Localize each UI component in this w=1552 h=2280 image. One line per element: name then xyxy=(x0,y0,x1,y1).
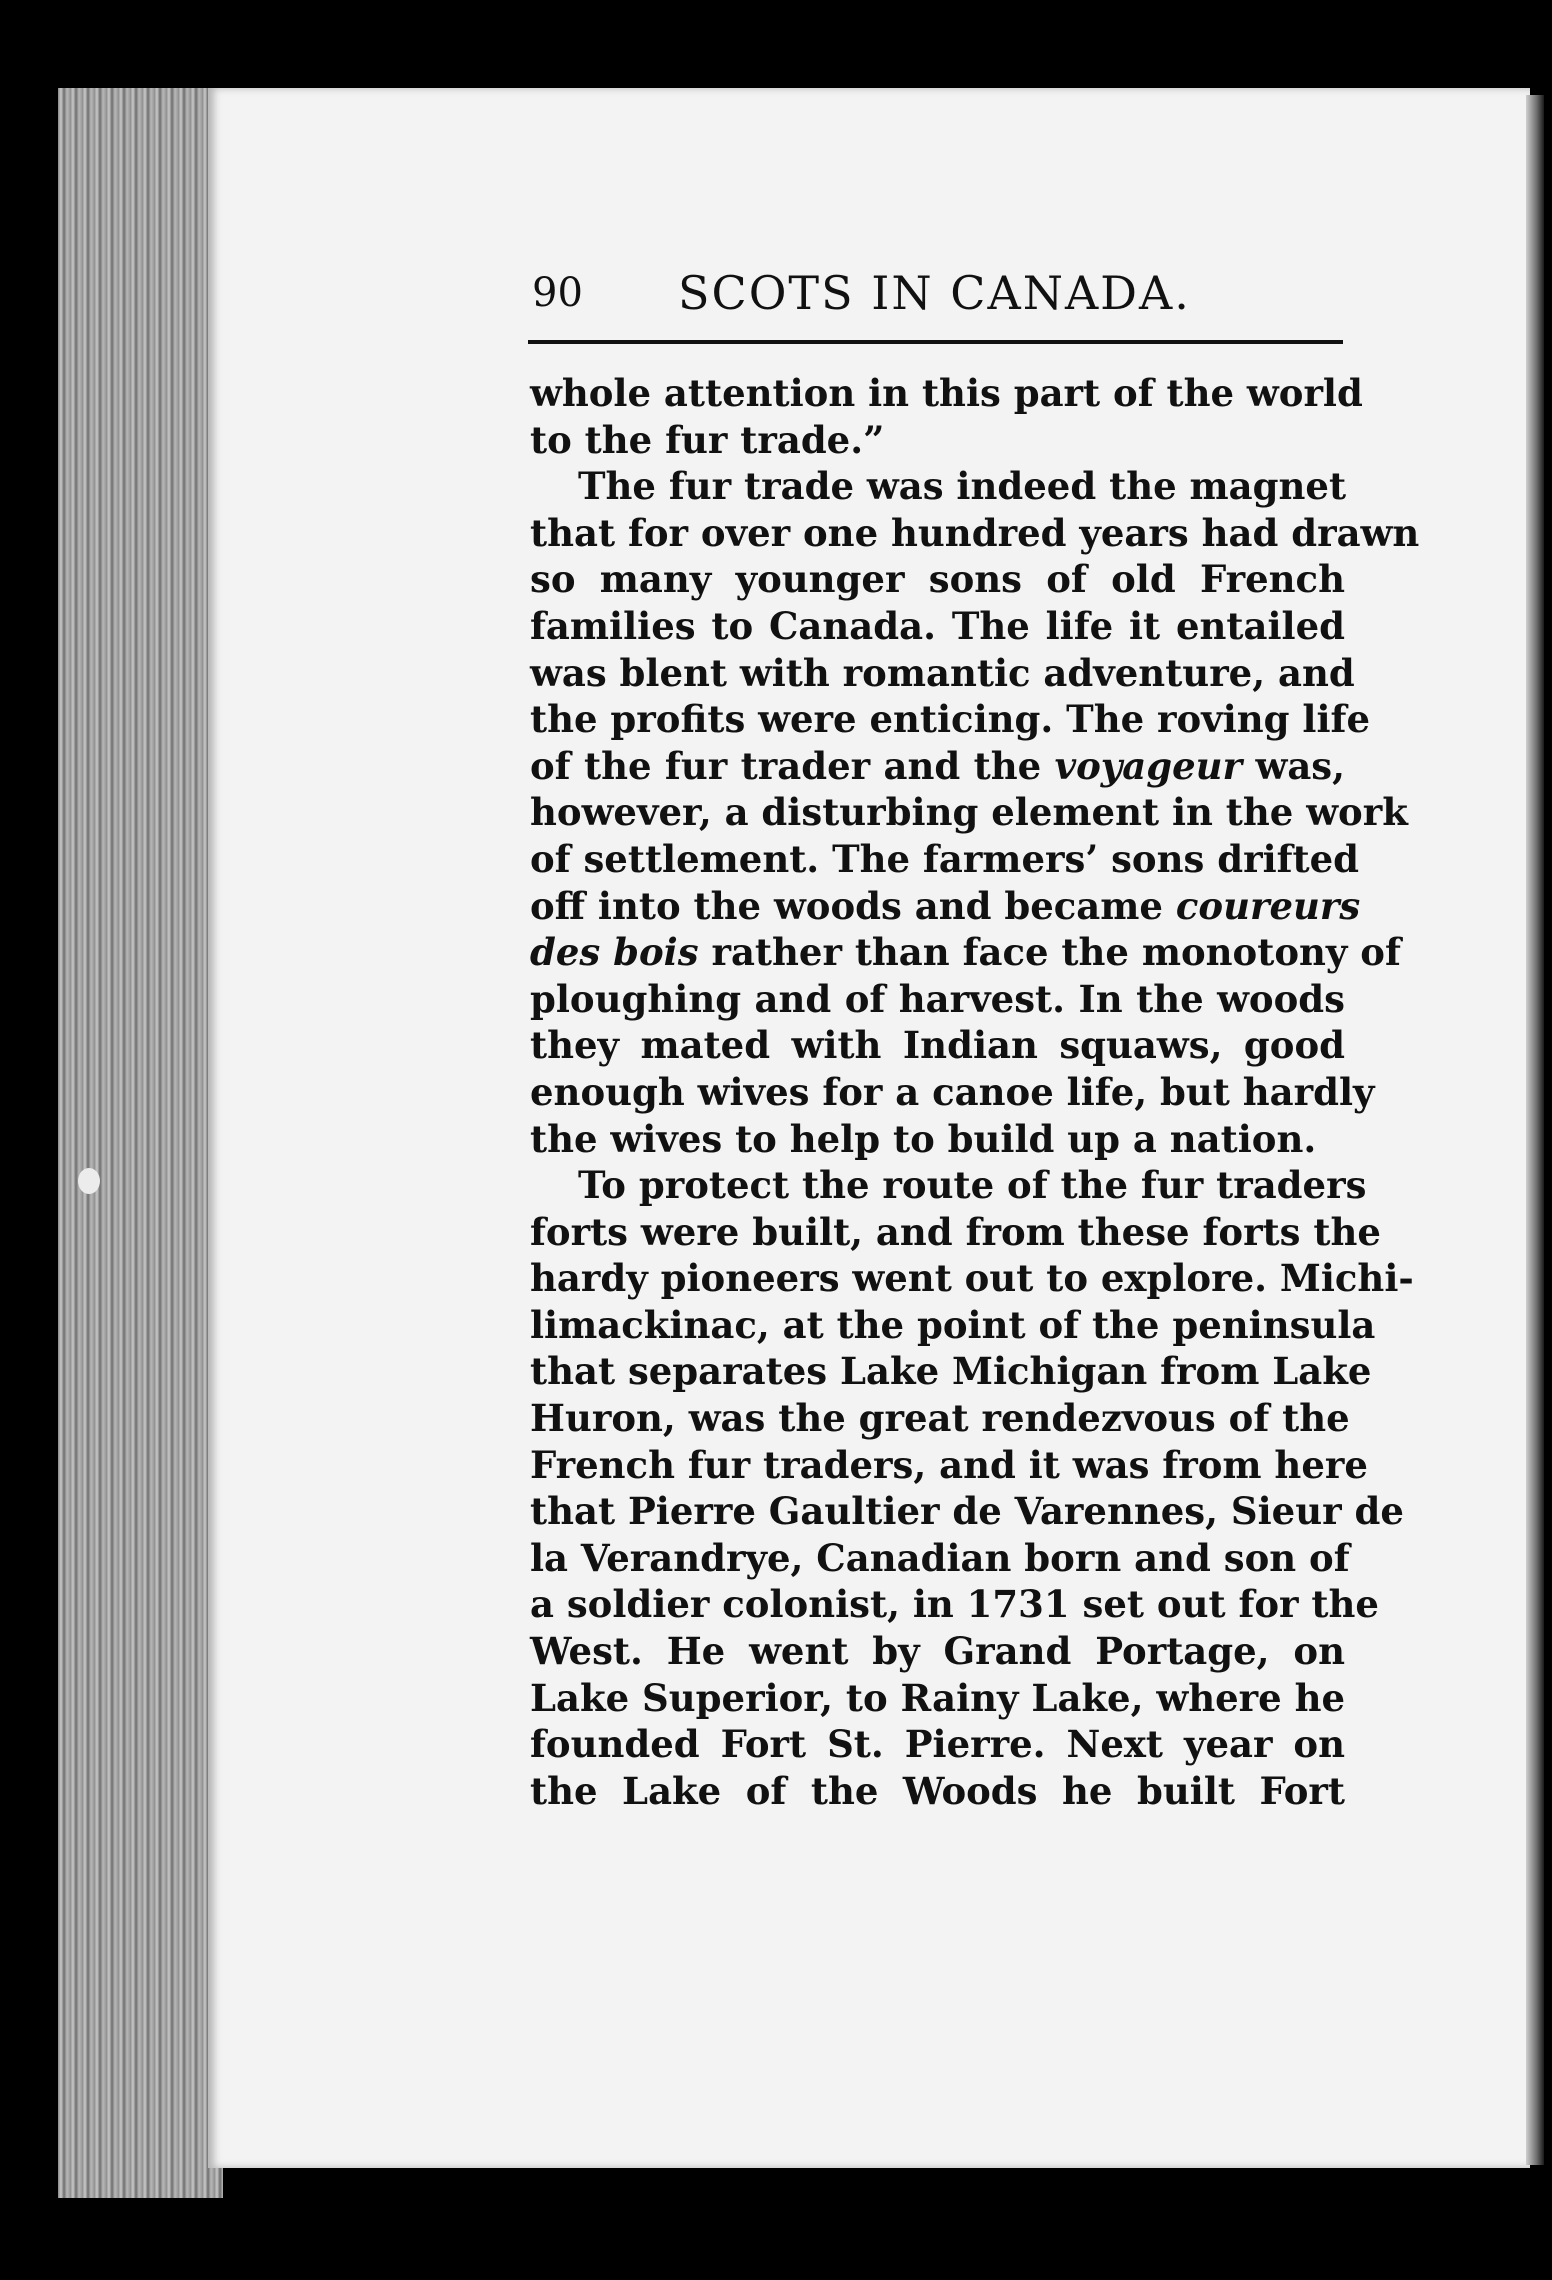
text-line: enough wives for a canoe life, but hardly xyxy=(530,1069,1375,1114)
text-line: the wives to help to build up a nation. xyxy=(530,1116,1317,1161)
text-line: French fur traders, and it was from here xyxy=(530,1442,1368,1487)
text-line: ploughing and of harvest. In the woods xyxy=(530,976,1345,1021)
text-line: they mated with Indian squaws, good xyxy=(530,1023,1345,1068)
text-line-coureurs xyxy=(530,883,1361,930)
paragraph-start-line: The fur trade was indeed the magnet xyxy=(578,464,1347,509)
text-segment: off into the woods and became xyxy=(530,883,1176,928)
text-line: however, a disturbing element in the work xyxy=(530,790,1408,835)
text-line: founded Fort St. Pierre. Next year on xyxy=(530,1722,1345,1767)
text-line: of settlement. The farmers’ sons drifted xyxy=(530,836,1360,881)
page-number: 90 xyxy=(532,270,583,316)
running-head xyxy=(528,266,1343,344)
text-line: Lake Superior, to Rainy Lake, where he xyxy=(530,1675,1346,1720)
page-edges xyxy=(58,88,223,2198)
text-line: la Verandrye, Canadian born and son of xyxy=(530,1535,1350,1580)
text-line: hardy pioneers went out to explore. Michi- xyxy=(530,1256,1414,1301)
text-line: the profits were enticing. The roving life xyxy=(530,697,1370,742)
text-line: families to Canada. The life it entailed xyxy=(530,603,1345,648)
text-line: so many younger sons of old French xyxy=(530,557,1345,602)
text-line-des-bois xyxy=(530,929,1401,976)
text-line: that separates Lake Michigan from Lake xyxy=(530,1349,1372,1394)
text-line: forts were built, and from these forts the xyxy=(530,1209,1381,1254)
text-line: to the fur trade.” xyxy=(530,417,885,462)
right-page-edge xyxy=(1526,95,1544,2165)
text-line: Huron, was the great rendezvous of the xyxy=(530,1396,1350,1441)
text-line: whole attention in this part of the world xyxy=(530,371,1363,415)
text-line: West. He went by Grand Portage, on xyxy=(530,1629,1345,1674)
italic-term-coureurs: coureurs xyxy=(1175,883,1361,928)
paragraph-start-line: To protect the route of the fur traders xyxy=(578,1163,1367,1208)
text-line: was blent with romantic adventure, and xyxy=(530,650,1355,695)
text-line: that for over one hundred years had drawn xyxy=(530,510,1420,555)
text-line-voyageur xyxy=(530,743,1345,790)
text-segment: of the fur trader and the xyxy=(530,743,1055,788)
page-edge-mark xyxy=(78,1168,100,1194)
text-line: limackinac, at the point of the peninsula xyxy=(530,1302,1376,1347)
italic-term-des-bois: des bois xyxy=(530,930,699,975)
running-title: SCOTS IN CANADA. xyxy=(678,266,1191,320)
text-segment: was, xyxy=(1242,743,1346,788)
body-text xyxy=(530,370,1420,1814)
text-line: a soldier colonist, in 1731 set out for the xyxy=(530,1582,1379,1627)
text-line: that Pierre Gaultier de Varennes, Sieur de xyxy=(530,1489,1404,1534)
italic-term-voyageur: voyageur xyxy=(1054,743,1243,788)
text-line: the Lake of the Woods he built Fort xyxy=(530,1768,1345,1813)
text-segment: rather than face the monotony of xyxy=(698,930,1401,975)
